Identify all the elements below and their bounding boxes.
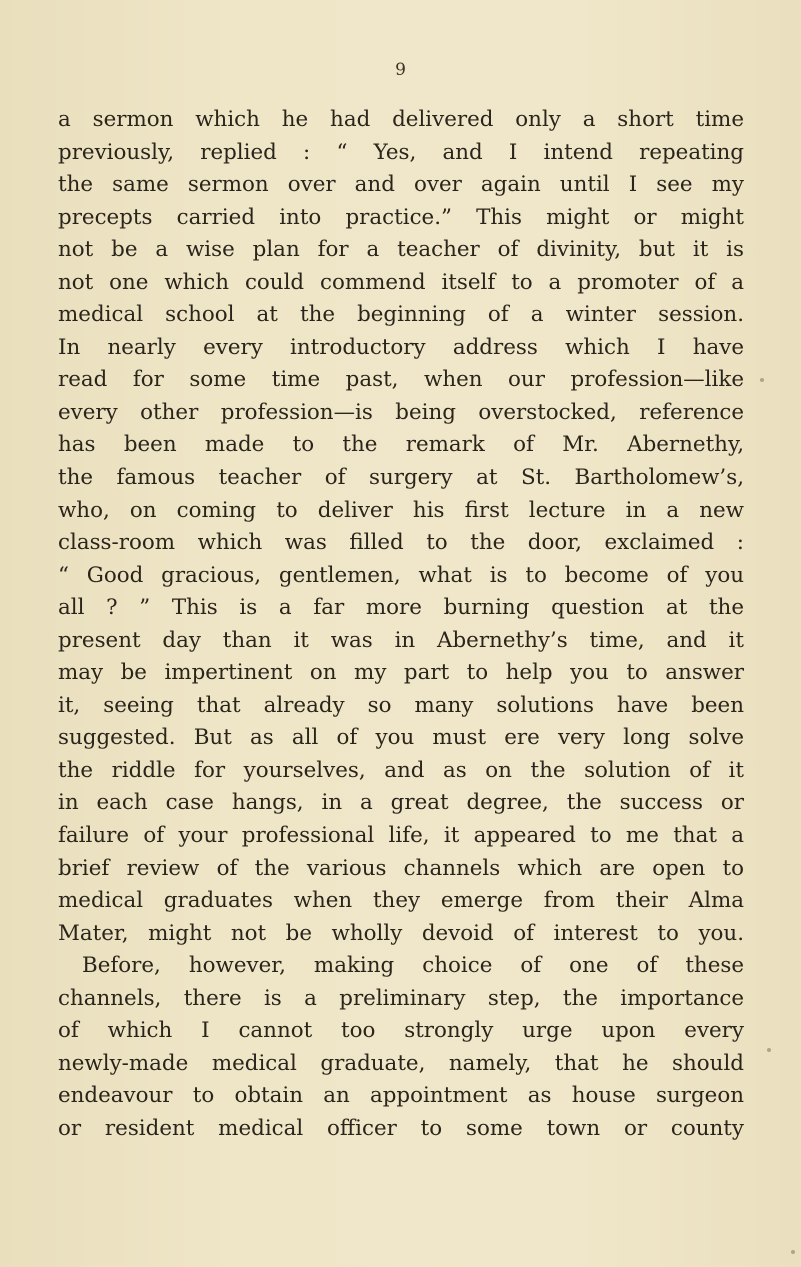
text-line: class-room which was filled to the door, exclaimed : bbox=[58, 530, 744, 556]
text-line: the famous teacher of surgery at St. Bartholomew’s, bbox=[58, 465, 744, 491]
page-number: 9 bbox=[395, 60, 406, 80]
paper-speck bbox=[791, 1250, 795, 1254]
text-line: who, on coming to deliver his first lecture in a new bbox=[58, 497, 744, 523]
text-line: previously, replied : “ Yes, and I intend repeating bbox=[58, 139, 744, 165]
text-line: the same sermon over and over again until I see my bbox=[58, 172, 744, 198]
text-line: in each case hangs, in a great degree, the success or bbox=[58, 790, 744, 816]
text-line: In nearly every introductory address which I have bbox=[58, 334, 744, 360]
text-line: endeavour to obtain an appointment as house surgeon bbox=[58, 1083, 744, 1109]
text-line: every other profession—is being overstocked, reference bbox=[58, 399, 744, 425]
text-line: channels, there is a preliminary step, the importance bbox=[58, 985, 744, 1011]
text-line: not one which could commend itself to a promoter of a bbox=[58, 269, 744, 295]
text-line: suggested. But as all of you must ere very long solve bbox=[58, 725, 744, 751]
paper-speck bbox=[760, 378, 764, 382]
text-line: brief review of the various channels which are open to bbox=[58, 855, 744, 881]
text-line: or resident medical officer to some town or county bbox=[58, 1115, 744, 1141]
text-line: Mater, might not be wholly devoid of interest to you. bbox=[58, 920, 744, 946]
text-line: present day than it was in Abernethy’s time, and it bbox=[58, 627, 744, 653]
text-line: all ? ” This is a far more burning question at the bbox=[58, 595, 744, 621]
text-line: precepts carried into practice.” This might or might bbox=[58, 204, 744, 230]
text-line: medical graduates when they emerge from their Alma bbox=[58, 888, 744, 914]
text-line: of which I cannot too strongly urge upon every bbox=[58, 1018, 744, 1044]
text-line: read for some time past, when our profession—like bbox=[58, 367, 744, 393]
text-line: “ Good gracious, gentlemen, what is to become of you bbox=[58, 562, 744, 588]
text-line: failure of your professional life, it appeared to me that a bbox=[58, 823, 744, 849]
text-line: a sermon which he had delivered only a short time bbox=[58, 107, 744, 132]
text-line: has been made to the remark of Mr. Abernethy, bbox=[58, 432, 744, 458]
text-line: the riddle for yourselves, and as on the solution of it bbox=[58, 757, 744, 783]
text-line: not be a wise plan for a teacher of divinity, but it is bbox=[58, 237, 744, 263]
text-line: Before, however, making choice of one of these bbox=[82, 953, 744, 979]
paper-speck bbox=[767, 1048, 771, 1052]
text-line: medical school at the beginning of a winter session. bbox=[58, 302, 744, 328]
text-line: may be impertinent on my part to help you to answer bbox=[58, 660, 744, 686]
text-line: newly-made medical graduate, namely, that he should bbox=[58, 1050, 744, 1076]
body-text bbox=[58, 104, 744, 1146]
text-line: it, seeing that already so many solutions have been bbox=[58, 692, 744, 718]
